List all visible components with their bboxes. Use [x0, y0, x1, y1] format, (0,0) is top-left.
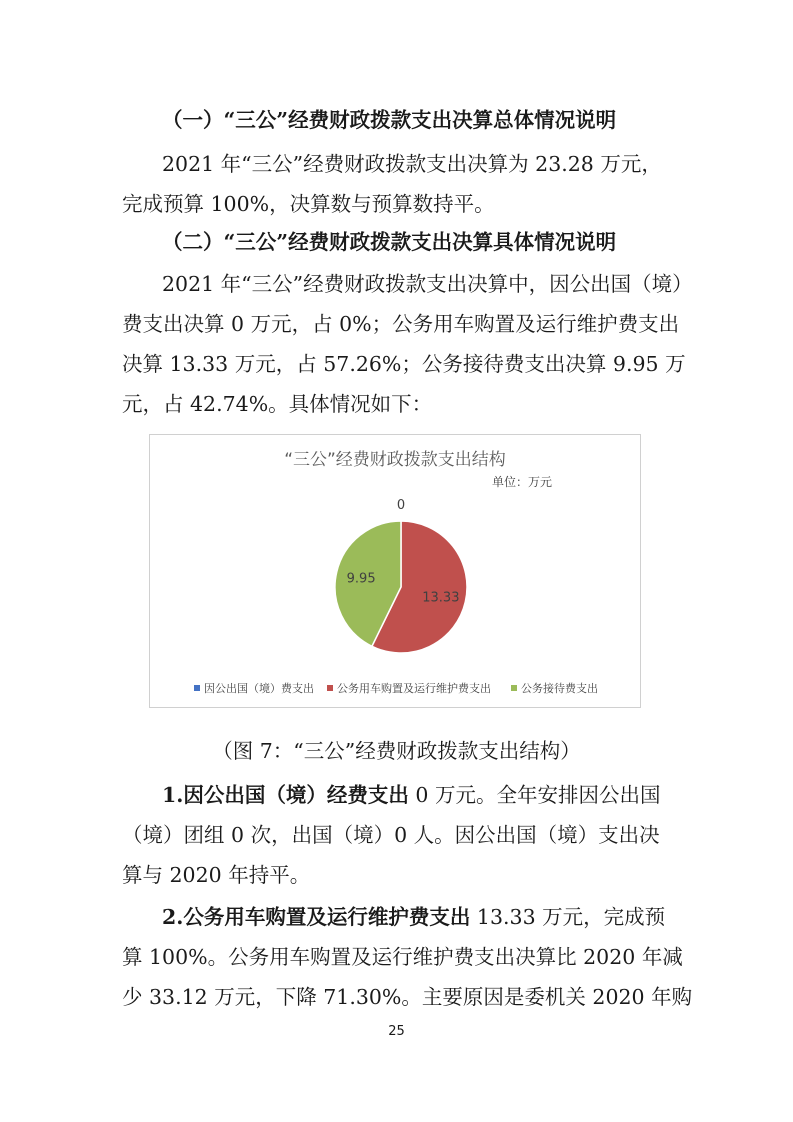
item2-line2: 算 100%。公务用车购置及运行维护费支出决算比 2020 年减 [122, 945, 683, 969]
section1-heading: （一）“三公”经费财政拨款支出决算总体情况说明 [162, 108, 617, 132]
pie-slices [335, 521, 467, 653]
chart-title: “三公”经费财政拨款支出结构 [284, 450, 506, 470]
item2-line1 [162, 903, 722, 931]
chart-unit-label: 单位：万元 [491, 475, 553, 489]
figure-caption: （图 7：“三公”经费财政拨款支出结构） [212, 739, 581, 763]
item1-line1-rest: 0 万元。全年安排因公出国 [408, 783, 661, 807]
legend-swatch-1 [327, 685, 333, 691]
pie-data-label-2: 9.95 [346, 571, 376, 587]
legend-label-1: 公务用车购置及运行维护费支出 [337, 682, 491, 695]
page-number: 25 [388, 1024, 405, 1039]
section1-paragraph-line1: 2021 年“三公”经费财政拨款支出决算为 23.28 万元， [162, 152, 662, 176]
item1-line3: 算与 2020 年持平。 [122, 863, 311, 887]
chart-legend [194, 681, 598, 695]
pie-chart [149, 434, 641, 708]
item1-line1 [162, 781, 722, 809]
section2-paragraph-line2: 费支出决算 0 万元，占 0%；公务用车购置及运行维护费支出 [122, 312, 680, 336]
legend-swatch-2 [511, 685, 517, 691]
pie-data-label-1: 13.33 [422, 590, 460, 606]
section1-paragraph-line2: 完成预算 100%，决算数与预算数持平。 [122, 192, 495, 216]
item2-line3: 少 33.12 万元，下降 71.30%。主要原因是委机关 2020 年购 [122, 985, 693, 1009]
legend-label-0: 因公出国（境）费支出 [204, 682, 314, 695]
pie-data-label-0: 0 [396, 498, 406, 513]
item1-label: 1.因公出国（境）经费支出 [162, 783, 409, 807]
section2-paragraph-line3: 决算 13.33 万元，占 57.26%；公务接待费支出决算 9.95 万 [122, 352, 686, 376]
section2-paragraph-line4: 元，占 42.74%。具体情况如下： [122, 392, 433, 416]
legend-label-2: 公务接待费支出 [521, 682, 598, 695]
section2-paragraph-line1: 2021 年“三公”经费财政拨款支出决算中，因公出国（境） [162, 272, 693, 296]
section2-heading: （二）“三公”经费财政拨款支出决算具体情况说明 [162, 230, 617, 254]
item2-line1-rest: 13.33 万元，完成预 [470, 905, 666, 929]
legend-swatch-0 [194, 685, 200, 691]
item2-label: 2.公务用车购置及运行维护费支出 [162, 905, 471, 929]
item1-line2: （境）团组 0 次，出国（境）0 人。因公出国（境）支出决 [122, 823, 660, 847]
pie-chart-svg [150, 435, 640, 707]
